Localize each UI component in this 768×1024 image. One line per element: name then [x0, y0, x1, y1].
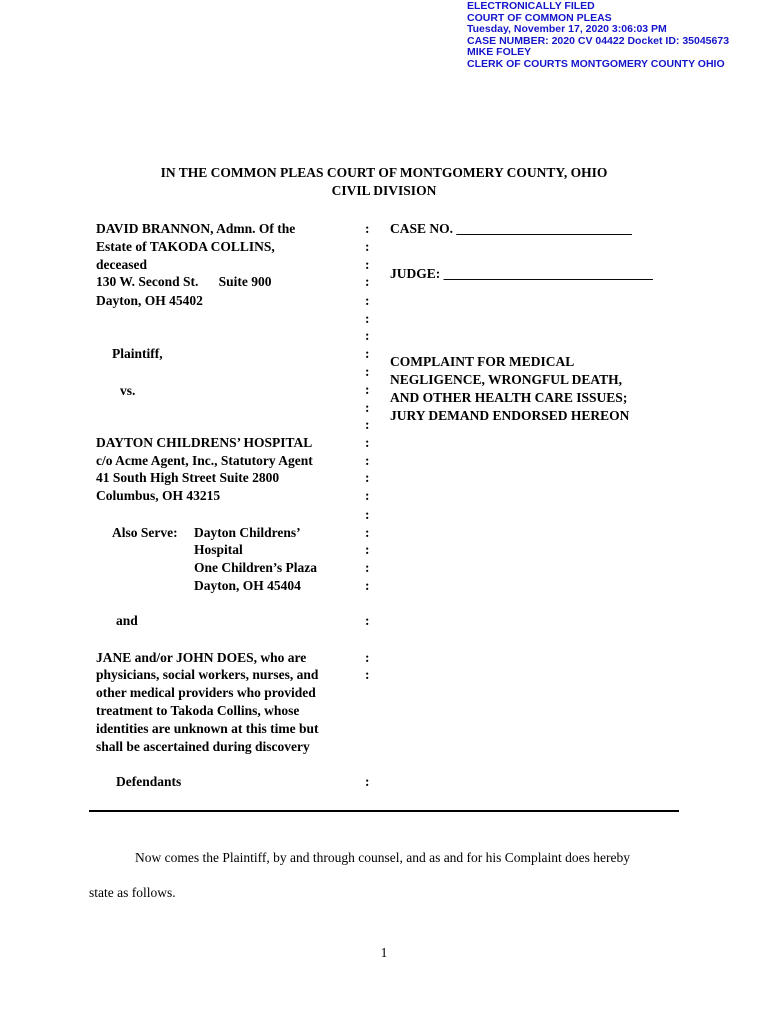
- court-division: CIVIL DIVISION: [331, 183, 437, 198]
- versus-label: vs.: [120, 383, 136, 398]
- caption-colon: :: [365, 774, 370, 789]
- defendant2-line1: JANE and/or JOHN DOES, who are: [96, 650, 307, 665]
- defendant2-line2: physicians, social workers, nurses, and: [96, 667, 319, 682]
- plaintiff-name-line2: Estate of TAKODA COLLINS,: [96, 239, 275, 254]
- caption-colon: :: [365, 470, 370, 485]
- complaint-title-line4: JURY DEMAND ENDORSED HEREON: [390, 408, 630, 423]
- stamp-line: CASE NUMBER: 2020 CV 04422 Docket ID: 35045673: [467, 34, 730, 47]
- complaint-title-line2: NEGLIGENCE, WRONGFUL DEATH,: [390, 372, 623, 387]
- stamp-line: MIKE FOLEY: [467, 46, 532, 59]
- court-header: [0, 164, 768, 200]
- caption-colon: :: [365, 488, 370, 503]
- complaint-title-line3: AND OTHER HEALTH CARE ISSUES;: [390, 390, 628, 405]
- caption-colon: :: [365, 328, 370, 343]
- stamp-line: CLERK OF COURTS MONTGOMERY COUNTY OHIO: [467, 57, 725, 70]
- also-serve-line1: Dayton Childrens’: [194, 525, 301, 540]
- caption-colon: :: [365, 221, 370, 236]
- caption-colon: :: [365, 507, 370, 522]
- complaint-title-line1: COMPLAINT FOR MEDICAL: [390, 354, 575, 369]
- stamp-line: COURT OF COMMON PLEAS: [467, 11, 612, 24]
- caption-colon: :: [365, 435, 370, 450]
- defendant-agent: c/o Acme Agent, Inc., Statutory Agent: [96, 453, 313, 468]
- caption-colon: :: [365, 560, 370, 575]
- defendant2-line4: treatment to Takoda Collins, whose: [96, 703, 300, 718]
- body-paragraph-line1: Now comes the Plaintiff, by and through counsel, and as and for his Complaint does hereby: [135, 850, 631, 865]
- caption-colon: :: [365, 417, 370, 432]
- caption-colon: :: [365, 311, 370, 326]
- caption-colon: :: [365, 453, 370, 468]
- caption-colon: :: [365, 613, 370, 628]
- caption-colon: :: [365, 542, 370, 557]
- court-name: IN THE COMMON PLEAS COURT OF MONTGOMERY COUNTY, OHIO: [160, 165, 608, 180]
- caption-colon: :: [365, 364, 370, 379]
- defendant2-line6: shall be ascertained during discovery: [96, 739, 310, 754]
- also-serve-label: Also Serve:: [112, 525, 178, 540]
- caption-colon: :: [365, 239, 370, 254]
- defendants-label: Defendants: [116, 774, 182, 789]
- caption-divider: [89, 810, 679, 812]
- page-number: 1: [380, 945, 388, 960]
- caption-colon: :: [365, 257, 370, 272]
- caption-colon: :: [365, 578, 370, 593]
- defendant2-line5: identities are unknown at this time but: [96, 721, 319, 736]
- stamp-line: Tuesday, November 17, 2020 3:06:03 PM: [467, 23, 667, 36]
- plaintiff-name-line3: deceased: [96, 257, 147, 272]
- case-number-field: CASE NO. __________________________: [390, 221, 632, 236]
- caption-colon: :: [365, 667, 370, 682]
- body-paragraph-line2: state as follows.: [89, 885, 176, 900]
- defendant2-line3: other medical providers who provided: [96, 685, 316, 700]
- also-serve-line2: Hospital: [194, 542, 243, 557]
- caption-colon: :: [365, 525, 370, 540]
- plaintiff-address-line2: Dayton, OH 45402: [96, 293, 203, 308]
- stamp-line: ELECTRONICALLY FILED: [467, 0, 595, 12]
- plaintiff-name-line1: DAVID BRANNON, Admn. Of the: [96, 221, 296, 236]
- and-label: and: [116, 613, 138, 628]
- defendant-address-line1: 41 South High Street Suite 2800: [96, 470, 280, 485]
- defendant-name: DAYTON CHILDRENS’ HOSPITAL: [96, 435, 313, 450]
- caption-colon: :: [365, 274, 370, 289]
- also-serve-line3: One Children’s Plaza: [194, 560, 318, 575]
- caption-colon: :: [365, 293, 370, 308]
- also-serve-line4: Dayton, OH 45404: [194, 578, 301, 593]
- caption-colon: :: [365, 382, 370, 397]
- plaintiff-address-line1: 130 W. Second St. Suite 900: [96, 274, 272, 289]
- caption-colon: :: [365, 650, 370, 665]
- caption-colon: :: [365, 400, 370, 415]
- judge-field: JUDGE: _______________________________: [390, 266, 653, 281]
- caption-colon: :: [365, 346, 370, 361]
- plaintiff-role: Plaintiff,: [112, 346, 163, 361]
- defendant-address-line2: Columbus, OH 43215: [96, 488, 221, 503]
- filing-stamp: [467, 1, 729, 71]
